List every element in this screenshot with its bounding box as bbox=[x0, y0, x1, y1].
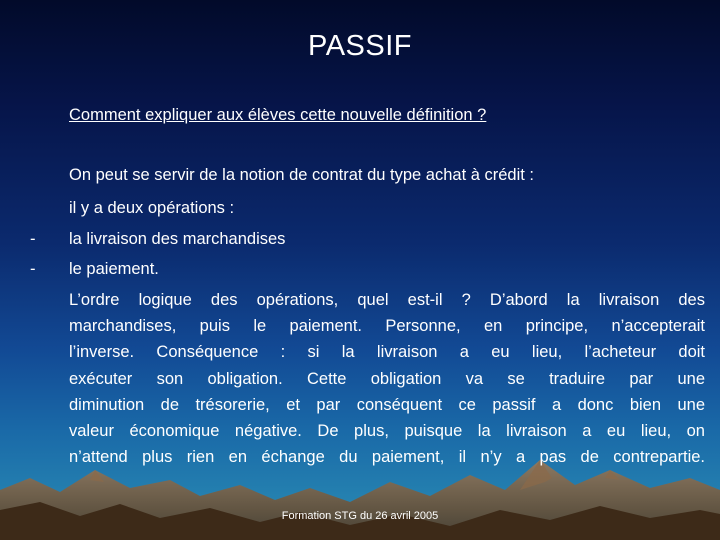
intro-line-2: il y a deux opérations : bbox=[69, 199, 235, 217]
paragraph-line: L’ordre logique des opérations, quel est-il ? D’abord la livraison des bbox=[69, 291, 705, 309]
paragraph-line: l’inverse. Conséquence : si la livraison a eu lieu, l’acheteur doit bbox=[69, 343, 705, 362]
explanation-paragraph bbox=[69, 287, 705, 470]
bullet-item-paiement: le paiement. bbox=[69, 260, 159, 278]
bullet-marker: - bbox=[30, 230, 36, 248]
paragraph-line: valeur économique négative. De plus, puisque la livraison a eu lieu, on bbox=[69, 422, 705, 441]
bullet-marker: - bbox=[30, 260, 36, 278]
paragraph-line: exécuter son obligation. Cette obligation va se traduire par une bbox=[69, 369, 705, 388]
paragraph-line: diminution de trésorerie, et par conséquent ce passif a donc bien une bbox=[69, 395, 705, 414]
intro-line-1: On peut se servir de la notion de contrat du type achat à crédit : bbox=[69, 166, 535, 184]
question-heading: Comment expliquer aux élèves cette nouvelle définition ? bbox=[69, 106, 487, 124]
paragraph-line: marchandises, puis le paiement. Personne, en principe, n’accepterait bbox=[69, 317, 705, 336]
slide-title: PASSIF bbox=[308, 30, 412, 62]
paragraph-line: n’attend plus rien en échange du paiement, il n’y a pas de contrepartie. bbox=[69, 448, 705, 467]
slide-footer: Formation STG du 26 avril 2005 bbox=[281, 510, 439, 522]
bullet-item-livraison: la livraison des marchandises bbox=[69, 230, 286, 248]
